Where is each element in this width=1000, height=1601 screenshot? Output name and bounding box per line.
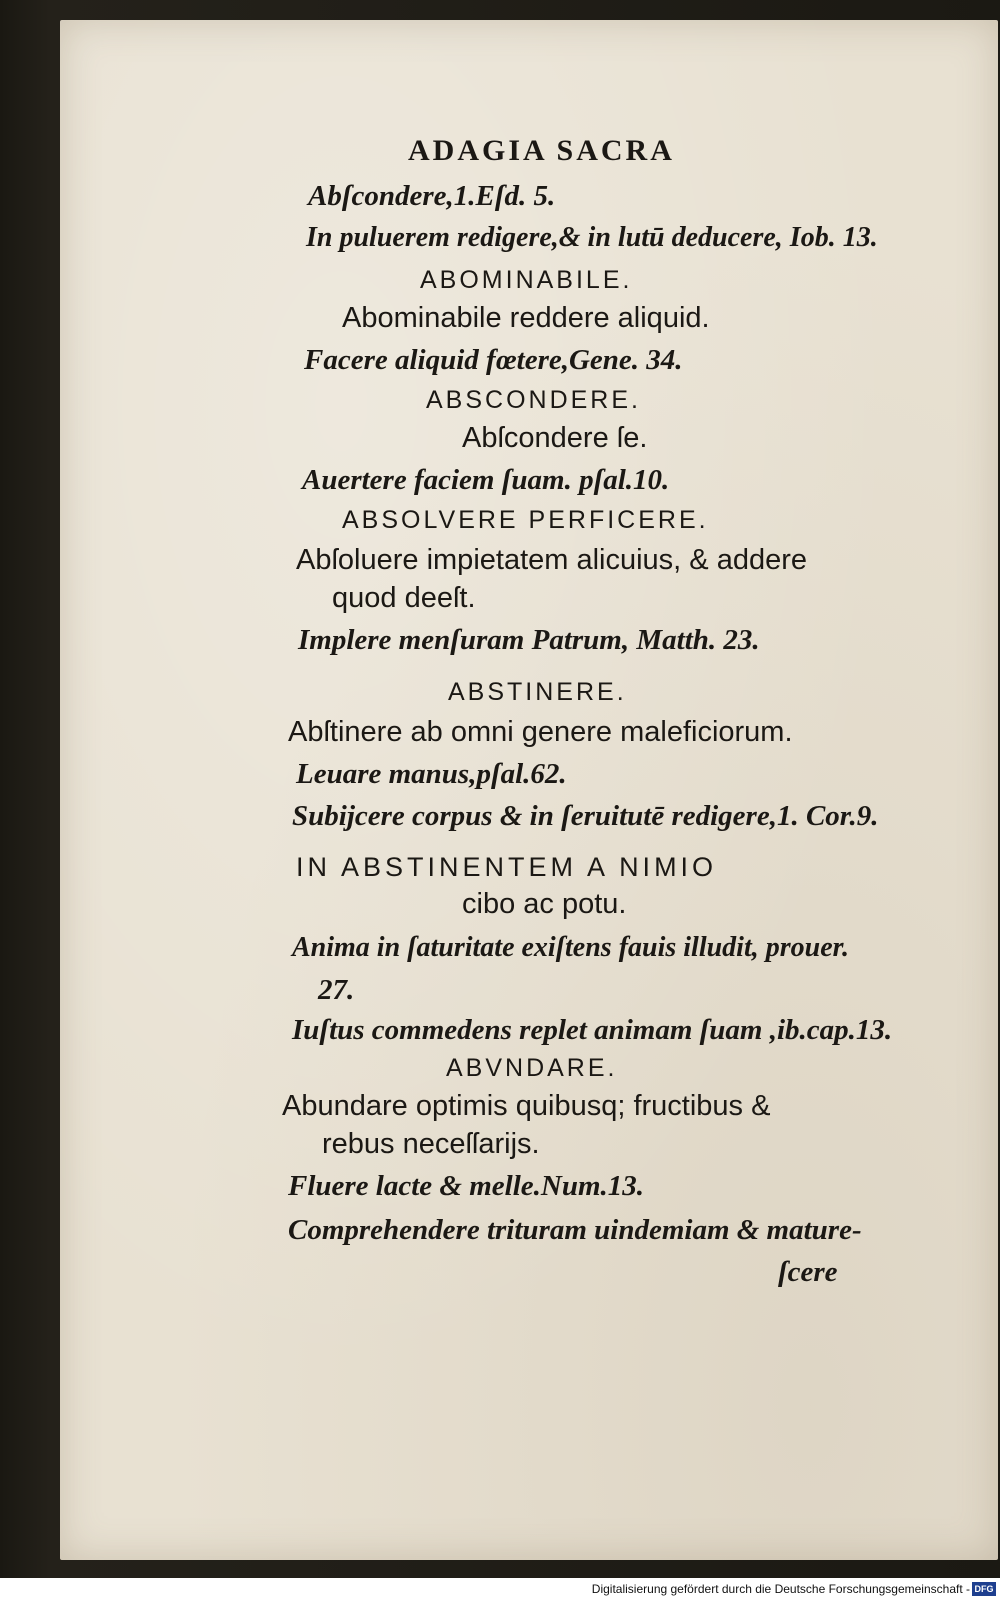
text-line: rebus neceſſarijs.	[322, 1128, 540, 1160]
section-heading: IN ABSTINENTEM A NIMIO	[296, 852, 718, 882]
text-line: Auertere faciem ſuam. pſal.10.	[302, 464, 670, 496]
section-heading: ABSOLVERE PERFICERE.	[342, 506, 709, 534]
text-line: Abſoluere impietatem alicuius, & addere	[296, 544, 807, 576]
text-line: Abſtinere ab omni genere maleficiorum.	[288, 716, 793, 748]
text-line: Iuſtus commedens replet animam ſuam ,ib.cap.13.	[292, 1014, 893, 1046]
section-heading: ABVNDARE.	[446, 1054, 618, 1082]
text-line: Anima in ſaturitate exiſtens fauis illudit, prouer.	[292, 932, 849, 963]
text-line: 27.	[318, 974, 355, 1006]
section-heading: ABOMINABILE.	[420, 266, 633, 294]
text-line: Comprehendere trituram uindemiam & mature-	[288, 1214, 862, 1246]
text-line: Abſcondere,1.Eſd. 5.	[308, 180, 556, 212]
digitization-footer	[0, 1578, 1000, 1601]
catchword: ſcere	[778, 1256, 838, 1288]
text-line: Abundare optimis quibusq; fructibus &	[282, 1090, 771, 1122]
text-line: Abominabile reddere aliquid.	[342, 302, 710, 334]
text-line: Leuare manus,pſal.62.	[296, 758, 567, 790]
footer-credit: Digitalisierung gefördert durch die Deutsche Forschungsgemeinschaft -	[591, 1582, 970, 1596]
text-line: cibo ac potu.	[462, 888, 627, 920]
text-line: Facere aliquid fœtere,Gene. 34.	[304, 344, 683, 376]
text-line: quod deeſt.	[332, 582, 476, 614]
section-heading: ABSCONDERE.	[426, 386, 641, 414]
running-title: ADAGIA SACRA	[408, 134, 675, 167]
text-line: Fluere lacte & melle.Num.13.	[288, 1170, 645, 1202]
text-line: Abſcondere ſe.	[462, 422, 648, 454]
text-line: Implere menſuram Patrum, Matth. 23.	[298, 624, 760, 656]
text-line: In puluerem redigere,& in lutū deducere, Iob. 13.	[306, 222, 878, 253]
text-line: Subijcere corpus & in ſeruitutē redigere,1. Cor.9.	[292, 800, 879, 832]
section-heading: ABSTINERE.	[448, 678, 627, 706]
dfg-logo-icon: DFG	[972, 1582, 996, 1596]
book-page	[60, 20, 998, 1560]
